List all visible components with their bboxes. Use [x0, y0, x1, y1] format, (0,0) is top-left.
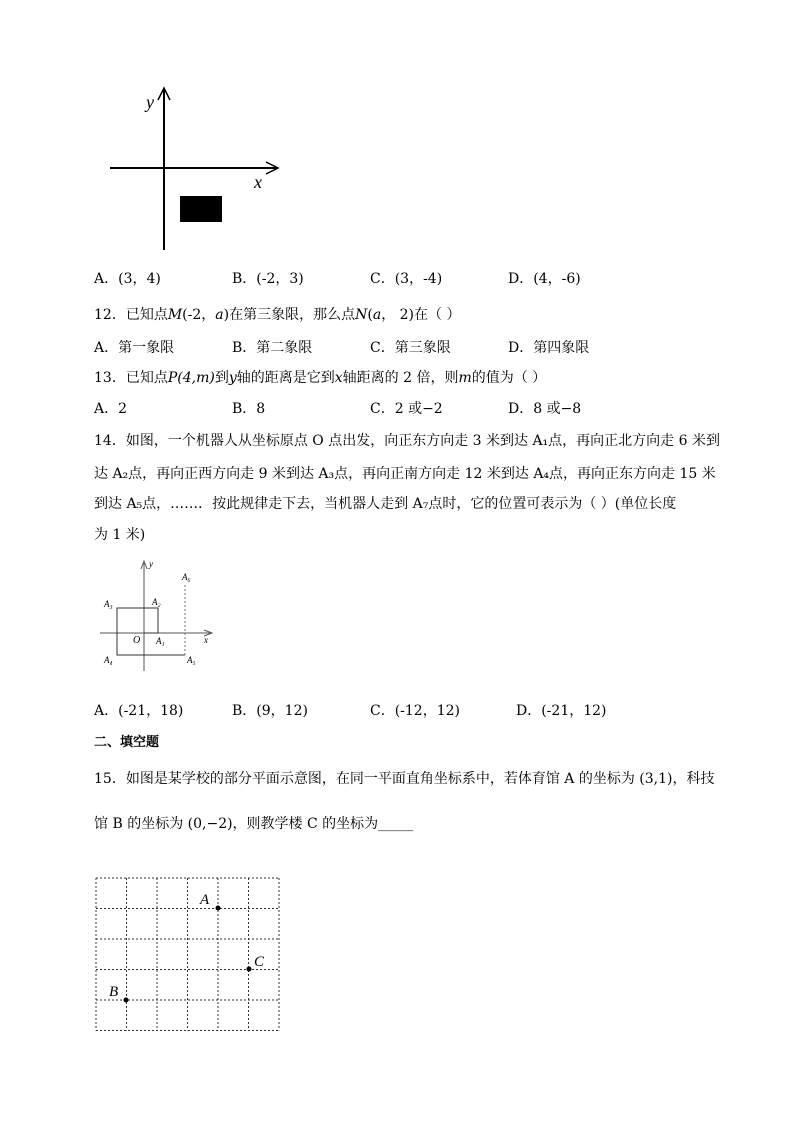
a5-label: A₅	[187, 655, 196, 665]
q12-question: 12．已知点M(-2，a)在第三象限，那么点N(a， 2)在（ ）	[94, 307, 461, 323]
q13-option-b[interactable]: B．8	[232, 401, 266, 417]
q13-option-d[interactable]: D．8 或−8	[508, 401, 582, 417]
point-a	[216, 906, 221, 911]
q12-option-c[interactable]: C．第三象限	[370, 340, 451, 356]
q14-line-1: 14．如图，一个机器人从坐标原点 O 点出发，向正东方向走 3 米到达 A₁点，再向正北方向走 6 米到	[94, 433, 720, 449]
figure-robot-path	[96, 555, 221, 675]
q12-option-a[interactable]: A．第一象限	[94, 340, 175, 356]
label-c: C	[254, 954, 265, 970]
point-c	[247, 967, 252, 972]
q13-question: 13．已知点P(4,m)到y轴的距离是它到x轴距离的 2 倍，则m的值为（ ）	[94, 370, 547, 386]
q11-option-a[interactable]: A．(3，4)	[94, 271, 161, 287]
y-axis-label: y	[146, 92, 154, 112]
robot-path	[117, 608, 185, 655]
q12-option-b[interactable]: B．第二象限	[232, 340, 313, 356]
point-b	[124, 998, 129, 1003]
q14-line-4: 为 1 米)	[94, 527, 146, 543]
black-rectangle	[180, 196, 222, 222]
q14-line-2: 达 A₂点，再向正西方向走 9 米到达 A₃点，再向正南方向走 12 米到达 A₄点，再向正东方向走 15 米	[94, 466, 716, 482]
q15-line-2: 馆 B 的坐标为 (0,−2)，则教学楼 C 的坐标为_____	[94, 816, 414, 832]
a4-label: A₄	[104, 655, 113, 665]
q14-option-a[interactable]: A．(-21，18)	[94, 703, 184, 719]
q13-option-c[interactable]: C．2 或−2	[370, 401, 443, 417]
label-a: A	[200, 892, 210, 908]
a6-label: A₆	[182, 572, 191, 582]
q11-option-b[interactable]: B．(-2，3)	[232, 271, 304, 287]
grid-lines	[96, 878, 279, 1031]
section-title: 二、填空题	[94, 735, 160, 750]
label-b: B	[109, 984, 119, 1000]
q11-option-d[interactable]: D．(4，-6)	[508, 271, 581, 287]
a3-label: A₃	[104, 599, 113, 609]
q11-option-c[interactable]: C．(3，-4)	[370, 271, 443, 287]
x-label: x	[204, 635, 208, 645]
q12-option-d[interactable]: D．第四象限	[508, 340, 590, 356]
q14-option-c[interactable]: C．(-12，12)	[370, 703, 460, 719]
q14-option-d[interactable]: D．(-21，12)	[516, 703, 607, 719]
q14-line-3: 到达 A₅点，……．按此规律走下去，当机器人走到 A₇点时，它的位置可表示为（ ）(单位长度	[94, 496, 677, 512]
q15-line-1: 15．如图是某学校的部分平面示意图，在同一平面直角坐标系中，若体育馆 A 的坐标为 (3,1)，科技	[94, 771, 715, 787]
a1-label: A₁	[156, 636, 165, 646]
figure-axes-rectangle	[100, 80, 290, 260]
y-label: y	[149, 559, 153, 569]
q14-option-b[interactable]: B．(9，12)	[232, 703, 308, 719]
origin-label: O	[133, 635, 141, 646]
a2-label: A₂	[152, 597, 161, 607]
x-axis-label: x	[254, 172, 262, 192]
q13-option-a[interactable]: A．2	[94, 401, 128, 417]
figure-school-grid	[94, 876, 284, 1036]
